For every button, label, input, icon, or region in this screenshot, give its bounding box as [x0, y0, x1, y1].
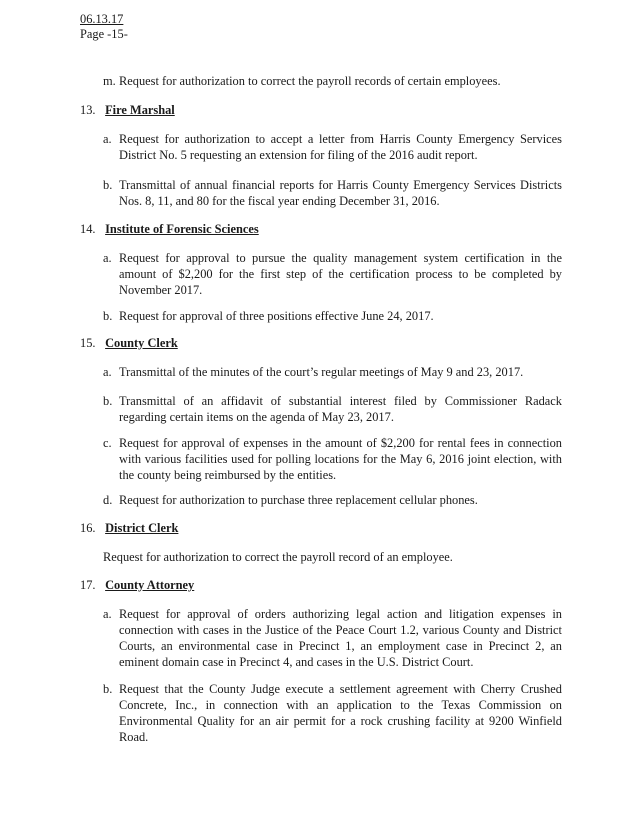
section-heading-fire-marshal: [80, 103, 175, 118]
agenda-item: [103, 131, 562, 163]
agenda-item: [103, 364, 562, 380]
item-label: d.: [103, 493, 113, 507]
item-label: m.: [103, 74, 116, 88]
section-title: County Attorney: [105, 578, 195, 592]
item-text: Request for authorization to accept a letter from Harris County Emergency Services District No. 5 requesting an extension for filing of the 2016 audit report.: [119, 132, 562, 162]
agenda-item: [103, 549, 562, 565]
item-text: Transmittal of annual financial reports for Harris County Emergency Services Districts Nos. 8, 11, and 80 for the fiscal year ending December 31, 2016.: [119, 178, 562, 208]
item-text: Request for authorization to purchase three replacement cellular phones.: [119, 493, 478, 507]
agenda-item-m: [103, 73, 562, 89]
section-number: 17.: [80, 578, 96, 592]
item-label: a.: [103, 365, 112, 379]
item-label: b.: [103, 309, 113, 323]
agenda-item: [103, 606, 562, 670]
agenda-item: [103, 681, 562, 745]
section-heading-district-clerk: [80, 521, 178, 536]
item-text: Request for authorization to correct the payroll record of an employee.: [103, 550, 453, 564]
item-text: Request for approval of orders authorizing legal action and litigation expenses in connection with cases in the Justice of the Peace Court 1.2, various County and District Courts, an environmental case in Precinct 1, an employment case in Precinct 2, an eminent domain case in Precinct 4, and cases in the U.S. District Court.: [119, 607, 562, 669]
item-label: b.: [103, 394, 113, 408]
item-text: Request that the County Judge execute a settlement agreement with Cherry Crushed Concrete, Inc., in connection with an application to the Texas Commission on Environmental Quality for an air permit for a rock crushing facility at 9200 Winfield Road.: [119, 682, 562, 744]
page-number: Page -15-: [80, 27, 128, 41]
section-title: District Clerk: [105, 521, 179, 535]
page-header: [80, 12, 128, 42]
section-heading-forensic-sciences: [80, 222, 259, 237]
section-heading-county-clerk: [80, 336, 178, 351]
section-heading-county-attorney: [80, 578, 194, 593]
section-title: Fire Marshal: [105, 103, 175, 117]
item-label: c.: [103, 436, 112, 450]
item-label: a.: [103, 251, 112, 265]
agenda-item: [103, 308, 562, 324]
agenda-date: 06.13.17: [80, 12, 124, 26]
section-number: 14.: [80, 222, 96, 236]
item-text: Request for authorization to correct the payroll records of certain employees.: [119, 74, 501, 88]
section-title: Institute of Forensic Sciences: [105, 222, 259, 236]
section-number: 15.: [80, 336, 96, 350]
agenda-item: [103, 435, 562, 483]
section-title: County Clerk: [105, 336, 178, 350]
agenda-item: [103, 393, 562, 425]
item-label: a.: [103, 607, 112, 621]
item-text: Request for approval of three positions effective June 24, 2017.: [119, 309, 434, 323]
section-number: 16.: [80, 521, 96, 535]
item-text: Request for approval to pursue the quality management system certification in the amount of $2,200 for the first step of the certification process to be completed by November 2017.: [119, 251, 562, 297]
item-text: Request for approval of expenses in the amount of $2,200 for rental fees in connection with various facilities used for polling locations for the May 6, 2016 joint election, with the county being reimbursed by the entities.: [119, 436, 562, 482]
item-text: Transmittal of the minutes of the court’s regular meetings of May 9 and 23, 2017.: [119, 365, 524, 379]
agenda-item: [103, 250, 562, 298]
section-number: 13.: [80, 103, 96, 117]
item-text: Transmittal of an affidavit of substantial interest filed by Commissioner Radack regarding certain items on the agenda of May 23, 2017.: [119, 394, 562, 424]
agenda-item: [103, 492, 562, 508]
item-label: b.: [103, 178, 113, 192]
item-label: b.: [103, 682, 113, 696]
item-label: a.: [103, 132, 112, 146]
agenda-item: [103, 177, 562, 209]
